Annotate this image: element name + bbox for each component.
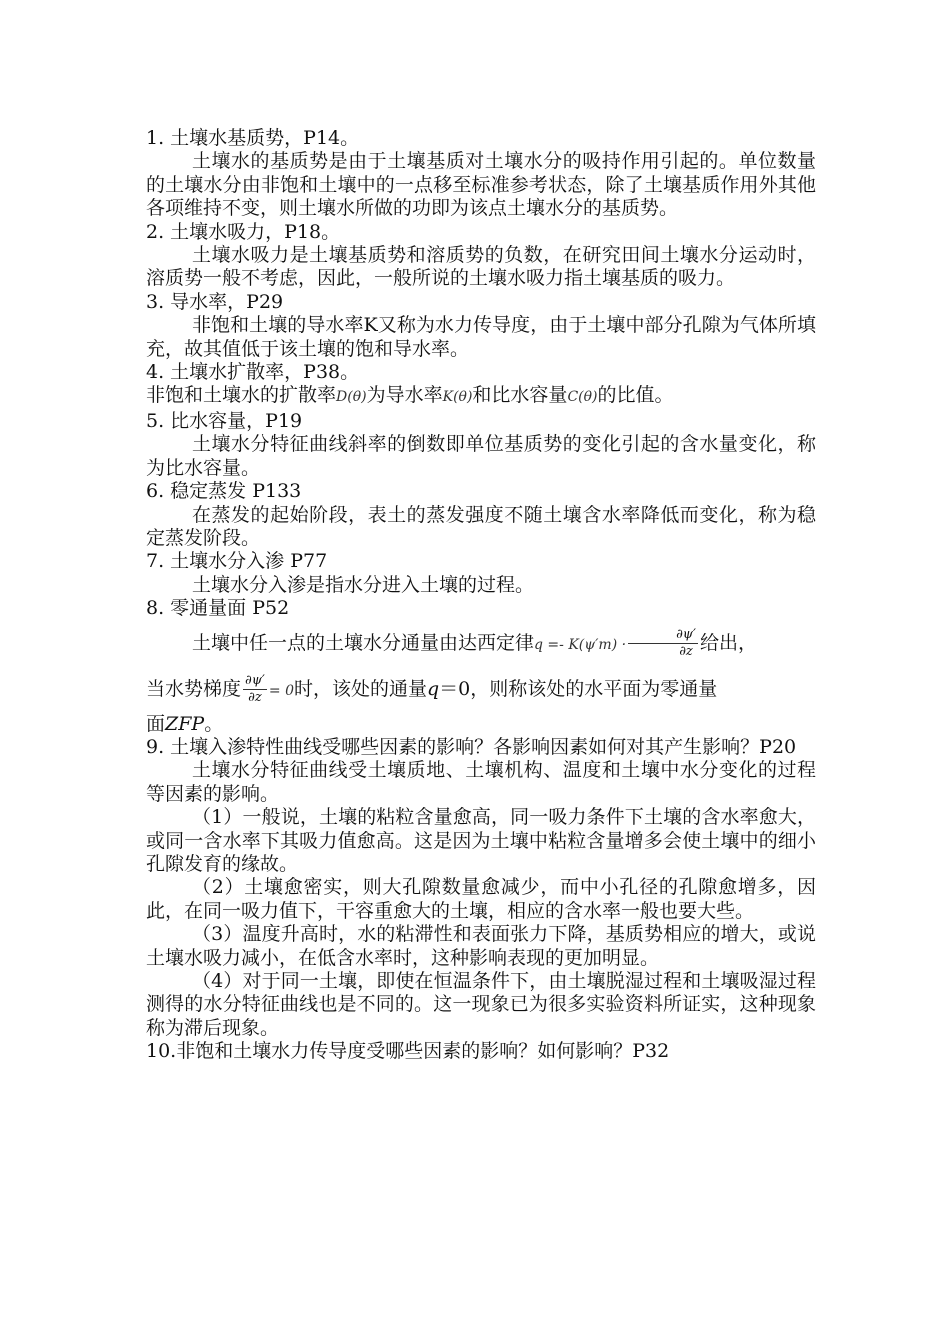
item-8-text-7: 。 (204, 712, 224, 735)
item-9-paragraph-1: （1）一般说，土壤的粘粒含量愈高，同一吸力条件下土壤的含水率愈大，或同一含水率下其吸力值愈高。这是因为土壤中粘粒含量增多会使土壤中的细小孔隙发育的缘故。 (146, 806, 816, 875)
item-8-text-3: 当水势梯度 (146, 677, 242, 700)
item-4-heading: 4. 土壤水扩散率，P38。 (146, 361, 360, 384)
item-7-paragraph: 土壤水分入渗是指水分进入土壤的过程。 (192, 573, 535, 596)
item-3-paragraph: 非饱和土壤的导水率K又称为水力传导度，由于土壤中部分孔隙为气体所填充，故其值低于该土壤的饱和导水率。 (146, 314, 816, 360)
zero-gradient-fraction (243, 673, 267, 706)
item-6-paragraph: 在蒸发的起始阶段，表土的蒸发强度不随土壤含水率降低而变化，称为稳定蒸发阶段。 (146, 503, 816, 549)
item-4-text-2: 为导水率 (366, 384, 443, 407)
item-6-heading: 6. 稳定蒸发 P133 (146, 480, 302, 503)
zero-gradient-numerator: ∂ψ′ (245, 673, 265, 689)
item-8-text-1: 土壤中任一点的土壤水分通量由达西定律 (192, 631, 535, 654)
item-3-heading: 3. 导水率，P29 (146, 290, 284, 313)
zero-gradient-equals: = 0 (268, 682, 294, 699)
item-1-heading: 1. 土壤水基质势，P14。 (146, 127, 360, 149)
item-8-text-6: 面 (146, 712, 166, 735)
item-2-paragraph: 土壤水吸力是土壤基质势和溶质势的负数，在研究田间土壤水分运动时，溶质势一般不考虑，因此，一般所说的土壤水吸力指土壤基质的吸力。 (146, 244, 816, 290)
darcy-gradient-numerator: ∂ψ′ (628, 627, 698, 644)
darcy-gradient-denominator: ∂z (679, 644, 693, 660)
item-8-heading: 8. 零通量面 P52 (146, 597, 290, 620)
item-4-paragraph (146, 384, 816, 409)
diffusivity-symbol: D(θ) (336, 389, 367, 406)
item-9-paragraph-2: （2）土壤愈密实，则大孔隙数量愈减少，而中小孔径的孔隙愈增多，因此，在同一吸力值下，干容重愈大的土壤，相应的含水率一般也要大些。 (146, 876, 816, 922)
conductivity-symbol: K(θ) (442, 389, 473, 406)
item-8-gradient-line (146, 667, 816, 713)
zero-gradient-denominator: ∂z (248, 690, 262, 706)
item-7-heading: 7. 土壤水分入渗 P77 (146, 550, 328, 573)
capacity-symbol: C(θ) (567, 389, 598, 406)
darcy-gradient-fraction (628, 627, 698, 660)
item-4-text-4: 的比值。 (597, 384, 674, 407)
item-8-text-2: 给出， (699, 631, 757, 654)
item-8-text-4: 时，该处的通量 (293, 677, 427, 700)
item-4-text-3: 和比水容量 (472, 384, 568, 407)
item-9-paragraph-3: （3）温度升高时，水的粘滞性和表面张力下降，基质势相应的增大，或说土壤水吸力减小，在低含水率时，这种影响表现的更加明显。 (146, 923, 816, 969)
item-4-text-1: 非饱和土壤水的扩散率 (146, 384, 337, 407)
darcy-equation: q =- K(ψ′m) · (534, 636, 627, 653)
item-5-paragraph: 土壤水分特征曲线斜率的倒数即单位基质势的变化引起的含水量变化，称为比水容量。 (146, 433, 816, 479)
item-9-heading: 9. 土壤入渗特性曲线受哪些因素的影响？各影响因素如何对其产生影响？P20 (146, 735, 797, 758)
flux-variable: q (427, 677, 440, 700)
item-9-paragraph-intro: 土壤水分特征曲线受土壤质地、土壤机构、温度和土壤中水分变化的过程等因素的影响。 (146, 759, 816, 805)
document-body (146, 127, 816, 1064)
item-9-paragraph-4: （4）对于同一土壤，即使在恒温条件下，由土壤脱湿过程和土壤吸湿过程测得的水分特征曲线也是不同的。这一现象已为很多实验资料所证实，这种现象称为滞后现象。 (146, 970, 816, 1039)
item-8-text-5: ＝0，则称该处的水平面为零通量 (439, 677, 718, 700)
item-2-heading: 2. 土壤水吸力，P18。 (146, 220, 341, 243)
item-1-paragraph: 土壤水的基质势是由于土壤基质对土壤水分的吸持作用引起的。单位数量的土壤水分由非饱和土壤中的一点移至标准参考状态，除了土壤基质作用外其他各项维持不变，则土壤水所做的功即为该点土壤水分的基质势。 (146, 150, 816, 220)
item-8-zfp-line (146, 713, 816, 736)
item-8-darcy-line (146, 621, 816, 667)
item-5-heading: 5. 比水容量，P19 (146, 409, 303, 432)
item-10-heading: 10.非饱和土壤水力传导度受哪些因素的影响？如何影响？P32 (146, 1040, 670, 1063)
zfp-abbreviation: ZFP (165, 712, 205, 735)
